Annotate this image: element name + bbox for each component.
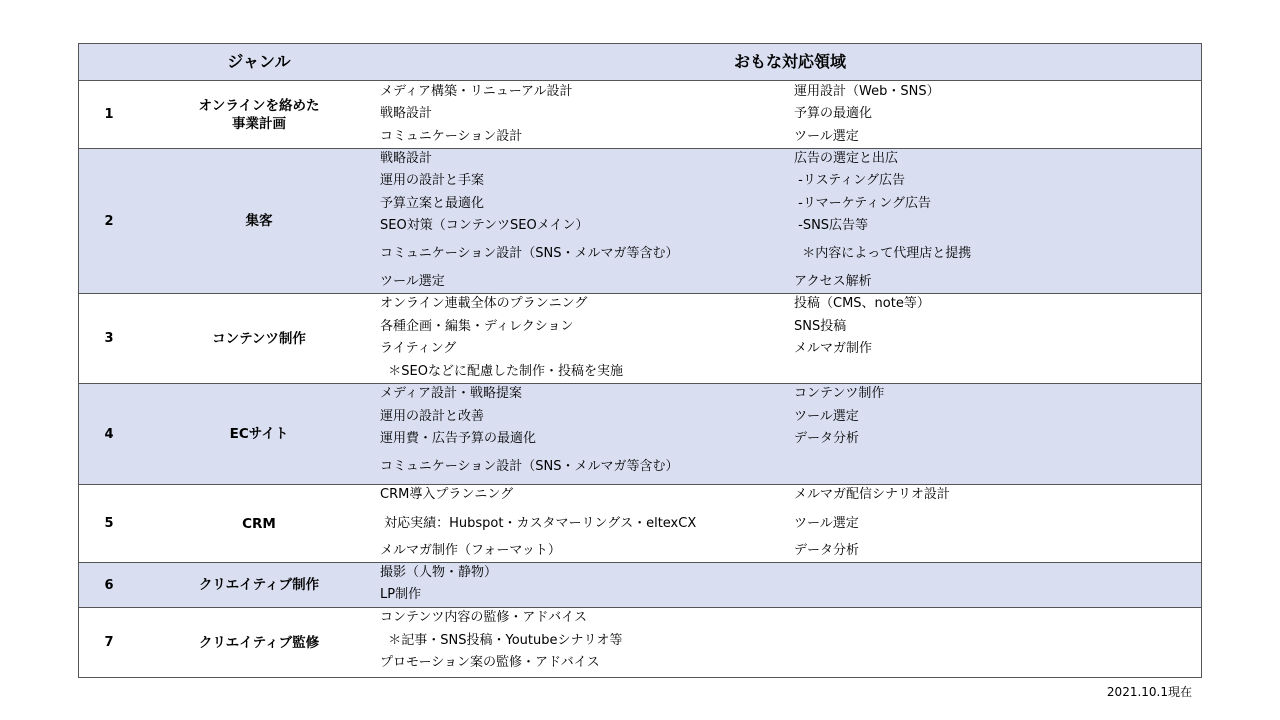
area-item: メディア構築・リニューアル設計: [380, 84, 573, 99]
area-item: データ分析: [794, 431, 860, 446]
table-body: [79, 81, 1201, 677]
area-item: コミュニケーション設計（SNS・メルマガ等含む）: [380, 459, 679, 474]
genre-header: ジャンル: [227, 52, 291, 71]
area-item: -リマーケティング広告: [794, 196, 932, 211]
area-item: コンテンツ内容の監修・アドバイス: [380, 610, 587, 625]
genre-cell: クリエイティブ監修: [198, 634, 320, 651]
area-item: ツール選定: [794, 129, 859, 144]
area-item: 運用の設計と改善: [380, 409, 485, 424]
as-of-date: 2021.10.1現在: [1106, 685, 1192, 699]
area-item: ライティング: [380, 341, 457, 356]
areas-header: おもな対応領域: [733, 52, 846, 71]
area-item: メルマガ制作: [794, 341, 873, 356]
row-number: 7: [104, 635, 114, 650]
area-item: コンテンツ制作: [794, 386, 885, 401]
area-item: 戦略設計: [380, 151, 433, 166]
area-item: 撮影（人物・静物）: [380, 565, 498, 580]
row-number: 3: [104, 331, 114, 346]
row-number: 6: [104, 577, 114, 593]
genre-cell: クリエイティブ制作: [198, 577, 320, 593]
area-item: 運用設計（Web・SNS）: [794, 84, 940, 99]
area-item: メディア設計・戦略提案: [380, 386, 522, 401]
area-item: アクセス解析: [794, 274, 872, 289]
area-item: ＊記事・SNS投稿・Youtubeシナリオ等: [380, 633, 623, 648]
area-item: ツール選定: [380, 274, 445, 289]
table-row: [79, 384, 1201, 485]
area-item: ＊内容によって代理店と提携: [794, 246, 972, 261]
area-item: コミュニケーション設計（SNS・メルマガ等含む）: [380, 246, 679, 261]
row-number: 1: [104, 107, 114, 122]
area-item: 予算の最適化: [794, 106, 873, 121]
table-row: [79, 485, 1201, 563]
area-item: ＊SEOなどに配慮した制作・投稿を実施: [380, 364, 623, 379]
area-item: プロモーション案の監修・アドバイス: [380, 655, 600, 670]
genre-cell: オンラインを絡めた 事業計画: [198, 97, 320, 132]
row-number: 5: [104, 516, 114, 531]
area-item: メルマガ制作（フォーマット）: [380, 543, 561, 558]
table-row: [79, 149, 1201, 294]
area-item: 運用費・広告予算の最適化: [380, 431, 537, 446]
area-item: オンライン連載全体のプランニング: [380, 296, 588, 311]
area-item: 戦略設計: [380, 106, 433, 121]
area-item: メルマガ配信シナリオ設計: [794, 487, 950, 502]
area-item: 対応実績：Hubspot・カスタマーリングス・eltexCX: [380, 516, 697, 531]
row-number: 2: [104, 213, 114, 229]
area-item: 予算立案と最適化: [380, 196, 485, 211]
area-item: 各種企画・編集・ディレクション: [380, 319, 574, 334]
genre-cell: ECサイト: [229, 426, 289, 442]
area-item: コミュニケーション設計: [380, 129, 523, 144]
genre-cell: CRM: [242, 515, 276, 532]
genre-cell: 集客: [245, 213, 273, 229]
area-item: CRM導入プランニング: [380, 487, 514, 502]
area-item: SNS投稿: [794, 319, 847, 334]
table-row: [79, 81, 1201, 149]
area-item: -SNS広告等: [794, 218, 869, 233]
area-item: 運用の設計と手案: [380, 173, 485, 188]
area-item: LP制作: [380, 587, 422, 602]
table-row: [79, 608, 1201, 677]
area-item: ツール選定: [794, 409, 859, 424]
services-table: [78, 43, 1202, 678]
table-row: [79, 294, 1201, 384]
table-row: [79, 563, 1201, 608]
row-number: 4: [104, 426, 114, 442]
area-item: データ分析: [794, 543, 860, 558]
table-header: [79, 44, 1201, 81]
area-item: 投稿（CMS、note等）: [794, 296, 930, 311]
area-item: ツール選定: [794, 516, 859, 531]
area-item: 広告の選定と出広: [794, 151, 899, 166]
genre-cell: コンテンツ制作: [212, 330, 306, 347]
area-item: -リスティング広告: [794, 173, 906, 188]
area-item: SEO対策（コンテンツSEOメイン）: [380, 218, 589, 233]
